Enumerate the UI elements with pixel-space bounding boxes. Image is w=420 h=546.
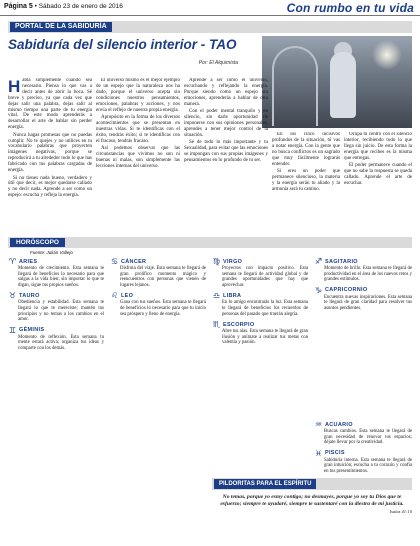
sign-text: Momento de brillo. Esta semana te llegará de productividad en el área de los nuevos retos y grandes estímulos.: [324, 266, 412, 283]
horoscope-column-4: [314, 257, 412, 315]
horoscope-tag: HORÓSCOPO: [10, 238, 65, 247]
scorpio-icon: ♏: [212, 320, 221, 330]
section-title: Con rumbo en tu vida: [286, 1, 414, 15]
paragraph: El poder permanece cuando el que no sabe la respuesta se queda callado. Aprende el arte de escuchar.: [344, 163, 412, 186]
sign-name: LEO: [121, 292, 134, 299]
sign-acuario: [314, 420, 412, 446]
article-header: [8, 36, 258, 72]
capricorn-icon: ♑: [314, 285, 323, 295]
sign-text: Momento de reflexión. Esta semana tu mente estará activa; organiza tus ideas y comparte con los demás.: [18, 334, 104, 351]
sign-geminis: [8, 326, 104, 352]
photo-light: [372, 40, 402, 70]
sign-name: SAGITARIO: [325, 258, 358, 265]
sign-escorpio: [212, 320, 308, 346]
sign-name: CAPRICORNIO: [325, 287, 368, 294]
article-column-3: [184, 78, 268, 233]
sign-text: Proyectos con impacto positivo. Esta semana te llegará de actividad global y de grandes oportunidades que hay que aprovechar.: [222, 266, 308, 288]
paragraph: abla simplemente cuando sea necesario. Piensa lo que vas a decir antes de abrir la boca. Sé breve y preciso, ya que cada vez que dejas salir una palabra, dejas salir al mismo tiempo una parte de tu energía vital. De este modo aprenderás a desarrollar el arte de hablar sin perder energía.: [8, 78, 92, 131]
dropcap: H: [8, 78, 21, 96]
sign-name: ACUARIO: [325, 421, 353, 428]
sign-name: CÁNCER: [121, 258, 147, 265]
sign-cancer: [110, 257, 206, 288]
article-column-5: [344, 132, 412, 233]
sign-text: Encuentra nuevas inspiraciones. Esta semana te llegará de gran claridad para resolver tus asuntos pendientes.: [324, 294, 412, 311]
page-number: Página 5: [4, 3, 33, 10]
gemini-icon: ♊: [8, 325, 17, 335]
paragraph: Nunca hagas promesas que no puedas cumplir. No te quejes y no utilices en tu vocabulario palabras que proyecten imágenes negativas, porque se reproducirá a tu alrededor todo lo que has fabricado con tus palabras cargadas de energía.: [8, 132, 92, 174]
sign-text: Abre tus alas. Esta semana te llegará de gran ilusión y anímate a realizar tus metas con valentía y pasión.: [222, 329, 308, 346]
horoscope-source: Fuente: Julián Vallejo: [30, 250, 73, 255]
paragraph: El universo mismo es el mejor ejemplo de un espejo que la naturaleza nos ha dado, porque el universo acepta sin condiciones nuestros pensamientos, emociones, palabras y acciones, y nos envía el reflejo de nuestra propia energía.: [96, 78, 180, 113]
horoscope-column-5: [314, 420, 412, 478]
paragraph: Sé de todo lo más importante y tu Sexualidad, para evitar que las emociones se impongan con sus propias imágenes y pensamientos en lo profundo de tu ser.: [184, 140, 268, 163]
paragraph: Con el poder mental tranquilo y en silencio, sin darle oportunidad de imponerse con sus opiniones personales, aprendes a tener mejor control de la situación.: [184, 109, 268, 138]
photo-figure: [330, 52, 356, 118]
sign-text: Gana con tus sueños. Esta semana te llegará de beneficios lo necesario para que tu inicio sea próspero y lleno de energía.: [120, 300, 206, 317]
pildoritas-reference: Isaías 41:10: [389, 509, 412, 514]
sign-virgo: [212, 257, 308, 288]
portal-bar: [8, 21, 412, 33]
cancer-icon: ♋: [110, 257, 119, 266]
sign-leo: [110, 291, 206, 317]
sign-name: TAURO: [19, 292, 40, 299]
leo-icon: ♌: [110, 291, 119, 301]
article-column-2: [96, 78, 180, 233]
article-column-4: [272, 132, 340, 233]
sign-sagitario: [314, 257, 412, 283]
sagittarius-icon: ♐: [314, 257, 323, 266]
sign-piscis: [314, 449, 412, 475]
sign-name: VIRGO: [223, 258, 243, 265]
sign-name: GÉMINIS: [19, 327, 45, 334]
article-byline: Por: El Alquimista: [198, 60, 238, 66]
sign-name: PISCIS: [325, 450, 345, 457]
horoscope-column-1: [8, 257, 104, 355]
pildoritas-tag: PILDORITAS PARA EL ESPÍRITU: [214, 479, 316, 489]
paragraph: En los cinco incisivos profundos de la situación, tú vas a notar energía. Con la gente que no busca conflictos es un sagrado que muy fácilmente lograrás entender.: [272, 132, 340, 167]
article-photo: [262, 36, 412, 128]
sign-text: Momento de crecimiento. Esta semana te llegará de beneficios lo necesario para que salgas a la vida bien; sin importar lo que te digan, sigue tus propios sueños.: [18, 266, 104, 288]
aquarius-icon: ♒: [314, 420, 323, 429]
sign-name: LIBRA: [223, 292, 242, 299]
libra-icon: ♎: [212, 291, 221, 301]
sign-text: Obediencia y estabilidad. Esta semana te llegará lo que te mereciste; mantén tus principios y no temas a los cambios en el amor.: [18, 300, 104, 323]
sign-text: Disfruta del viaje. Esta semana te llegará de gran prolífico momento mágico y reencuentros con personas que vienen de lugares lejanos.: [120, 266, 206, 288]
sign-tauro: [8, 291, 104, 322]
pildoritas-bar: [212, 478, 412, 490]
article-title: Sabiduría del silencio interior - TAO: [8, 37, 237, 52]
pildoritas-text: No temas, porque yo estoy contigo; no desmayes, porque yo soy tu Dios que te esfuerzo; siempre te ayudaré, siempre te sustentaré con la diestra de mi justicia.: [220, 494, 404, 507]
page-info: [4, 3, 123, 10]
sign-text: En lo amigo encontrarás la luz. Esta semana te llegará de beneficios los recuerdos de personas del pasado que traerán alegría.: [222, 300, 308, 317]
virgo-icon: ♍: [212, 257, 221, 266]
sign-text: Buscas cambios. Esta semana te llegará de gran necesidad de renovar tus espacios; déjate llevar por la creatividad.: [324, 429, 412, 446]
paragraph: Así podemos observar que las circunstancias que vivimos no son ni buenas ni malas, son simplemente las lecciones internas del universo.: [96, 145, 180, 169]
sign-aries: [8, 257, 104, 288]
horoscope-column-2: [110, 257, 206, 320]
sign-text: Sabiduría interna. Esta semana te llegará de gran intuición; escucha a tu corazón y confía en tus presentimientos.: [324, 457, 412, 474]
paragraph: Si eres un poder que permanece silencioso, la materia y la energía serán tu aliado y la armonía será tu camino.: [272, 168, 340, 192]
page-header: [0, 0, 420, 16]
sign-capricornio: [314, 286, 412, 312]
sign-name: ESCORPIO: [223, 321, 255, 328]
horoscope-bar: [8, 237, 412, 248]
sign-libra: [212, 291, 308, 317]
pildoritas-quote: [212, 494, 412, 515]
sign-name: ARIES: [19, 258, 38, 265]
horoscope-column-3: [212, 257, 308, 349]
article-column-1: [8, 78, 92, 233]
paragraph: Apropósito en la forma de los diversos acontecimientos que se presentan en nuestras vidas. Si te identificas con el éxito, tendrás éxito; si te identificas con el fracaso, tendrás fracaso.: [96, 114, 180, 144]
aries-icon: ♈: [8, 257, 17, 266]
portal-tag: PORTAL DE LA SABIDURÍA: [10, 22, 112, 32]
paragraph: Ocupa tu centro con el silencio interior, recibiendo todo lo que llega sin juicio. De esta forma la energía que recibes es la misma que entregas.: [344, 132, 412, 161]
pisces-icon: ♓: [314, 448, 323, 458]
paragraph: Si no tienes nada bueno, verdadero y útil que decir, es mejor quedarse callado y no decir nada. Aprende a ser como un espejo: escucha y refleja la energía.: [8, 175, 92, 199]
page-date: • Sábado 23 de enero de 2016: [34, 3, 123, 10]
taurus-icon: ♉: [8, 291, 17, 301]
photo-arch: [272, 46, 318, 126]
paragraph: Aprende a ser como el universo, escuchando y reflejando la energía. Porque siendo como un espejo sin emociones, aprenderás a hablar de otra manera.: [184, 78, 268, 107]
